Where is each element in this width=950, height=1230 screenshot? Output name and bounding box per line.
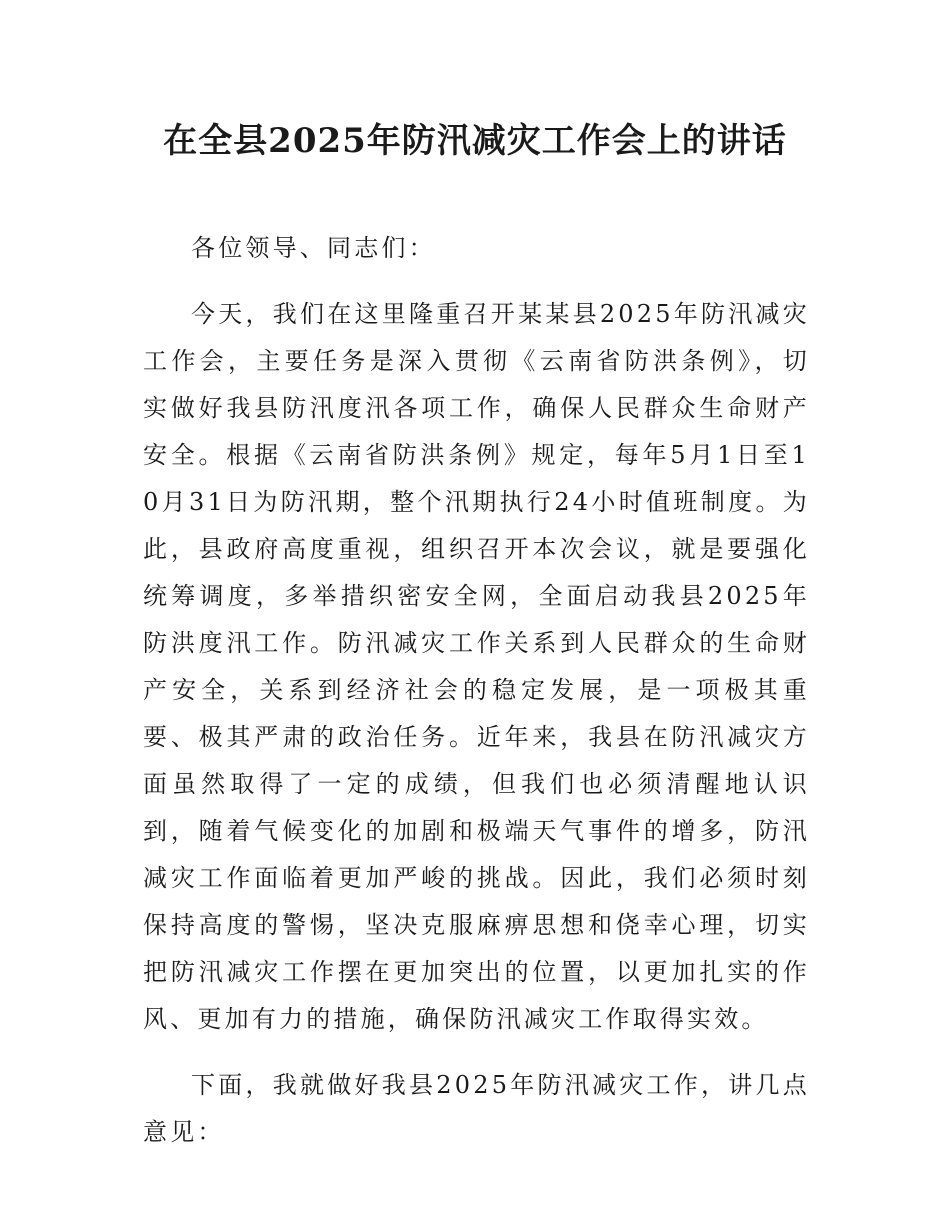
paragraph-transition: 下面，我就做好我县2025年防汛减灾工作，讲几点意见：: [143, 1071, 810, 1146]
document-title: 在全县2025年防汛减灾工作会上的讲话: [163, 121, 787, 161]
greeting-line: 各位领导、同志们：: [191, 234, 436, 262]
document-body: [143, 225, 810, 1175]
paragraph-intro: 今天，我们在这里隆重召开某某县2025年防汛减灾工作会，主要任务是深入贯彻《云南省防洪条例》，切实做好我县防汛度汛各项工作，确保人民群众生命财产安全。根据《云南省防洪条例》规定，每年5月1日至10月31日为防汛期，整个汛期执行24小时值班制度。为此，县政府高度重视，组织召开本次会议，就是要强化统筹调度，多举措织密安全网，全面启动我县2025年防洪度汛工作。防汛减灾工作关系到人民群众的生命财产安全，关系到经济社会的稳定发展，是一项极其重要、极其严肃的政治任务。近年来，我县在防汛减灾方面虽然取得了一定的成绩，但我们也必须清醒地认识到，随着气候变化的加剧和极端天气事件的增多，防汛减灾工作面临着更加严峻的挑战。因此，我们必须时刻保持高度的警惕，坚决克服麻痹思想和侥幸心理，切实把防汛减灾工作摆在更加突出的位置，以更加扎实的作风、更加有力的措施，确保防汛减灾工作取得实效。: [143, 300, 810, 1033]
